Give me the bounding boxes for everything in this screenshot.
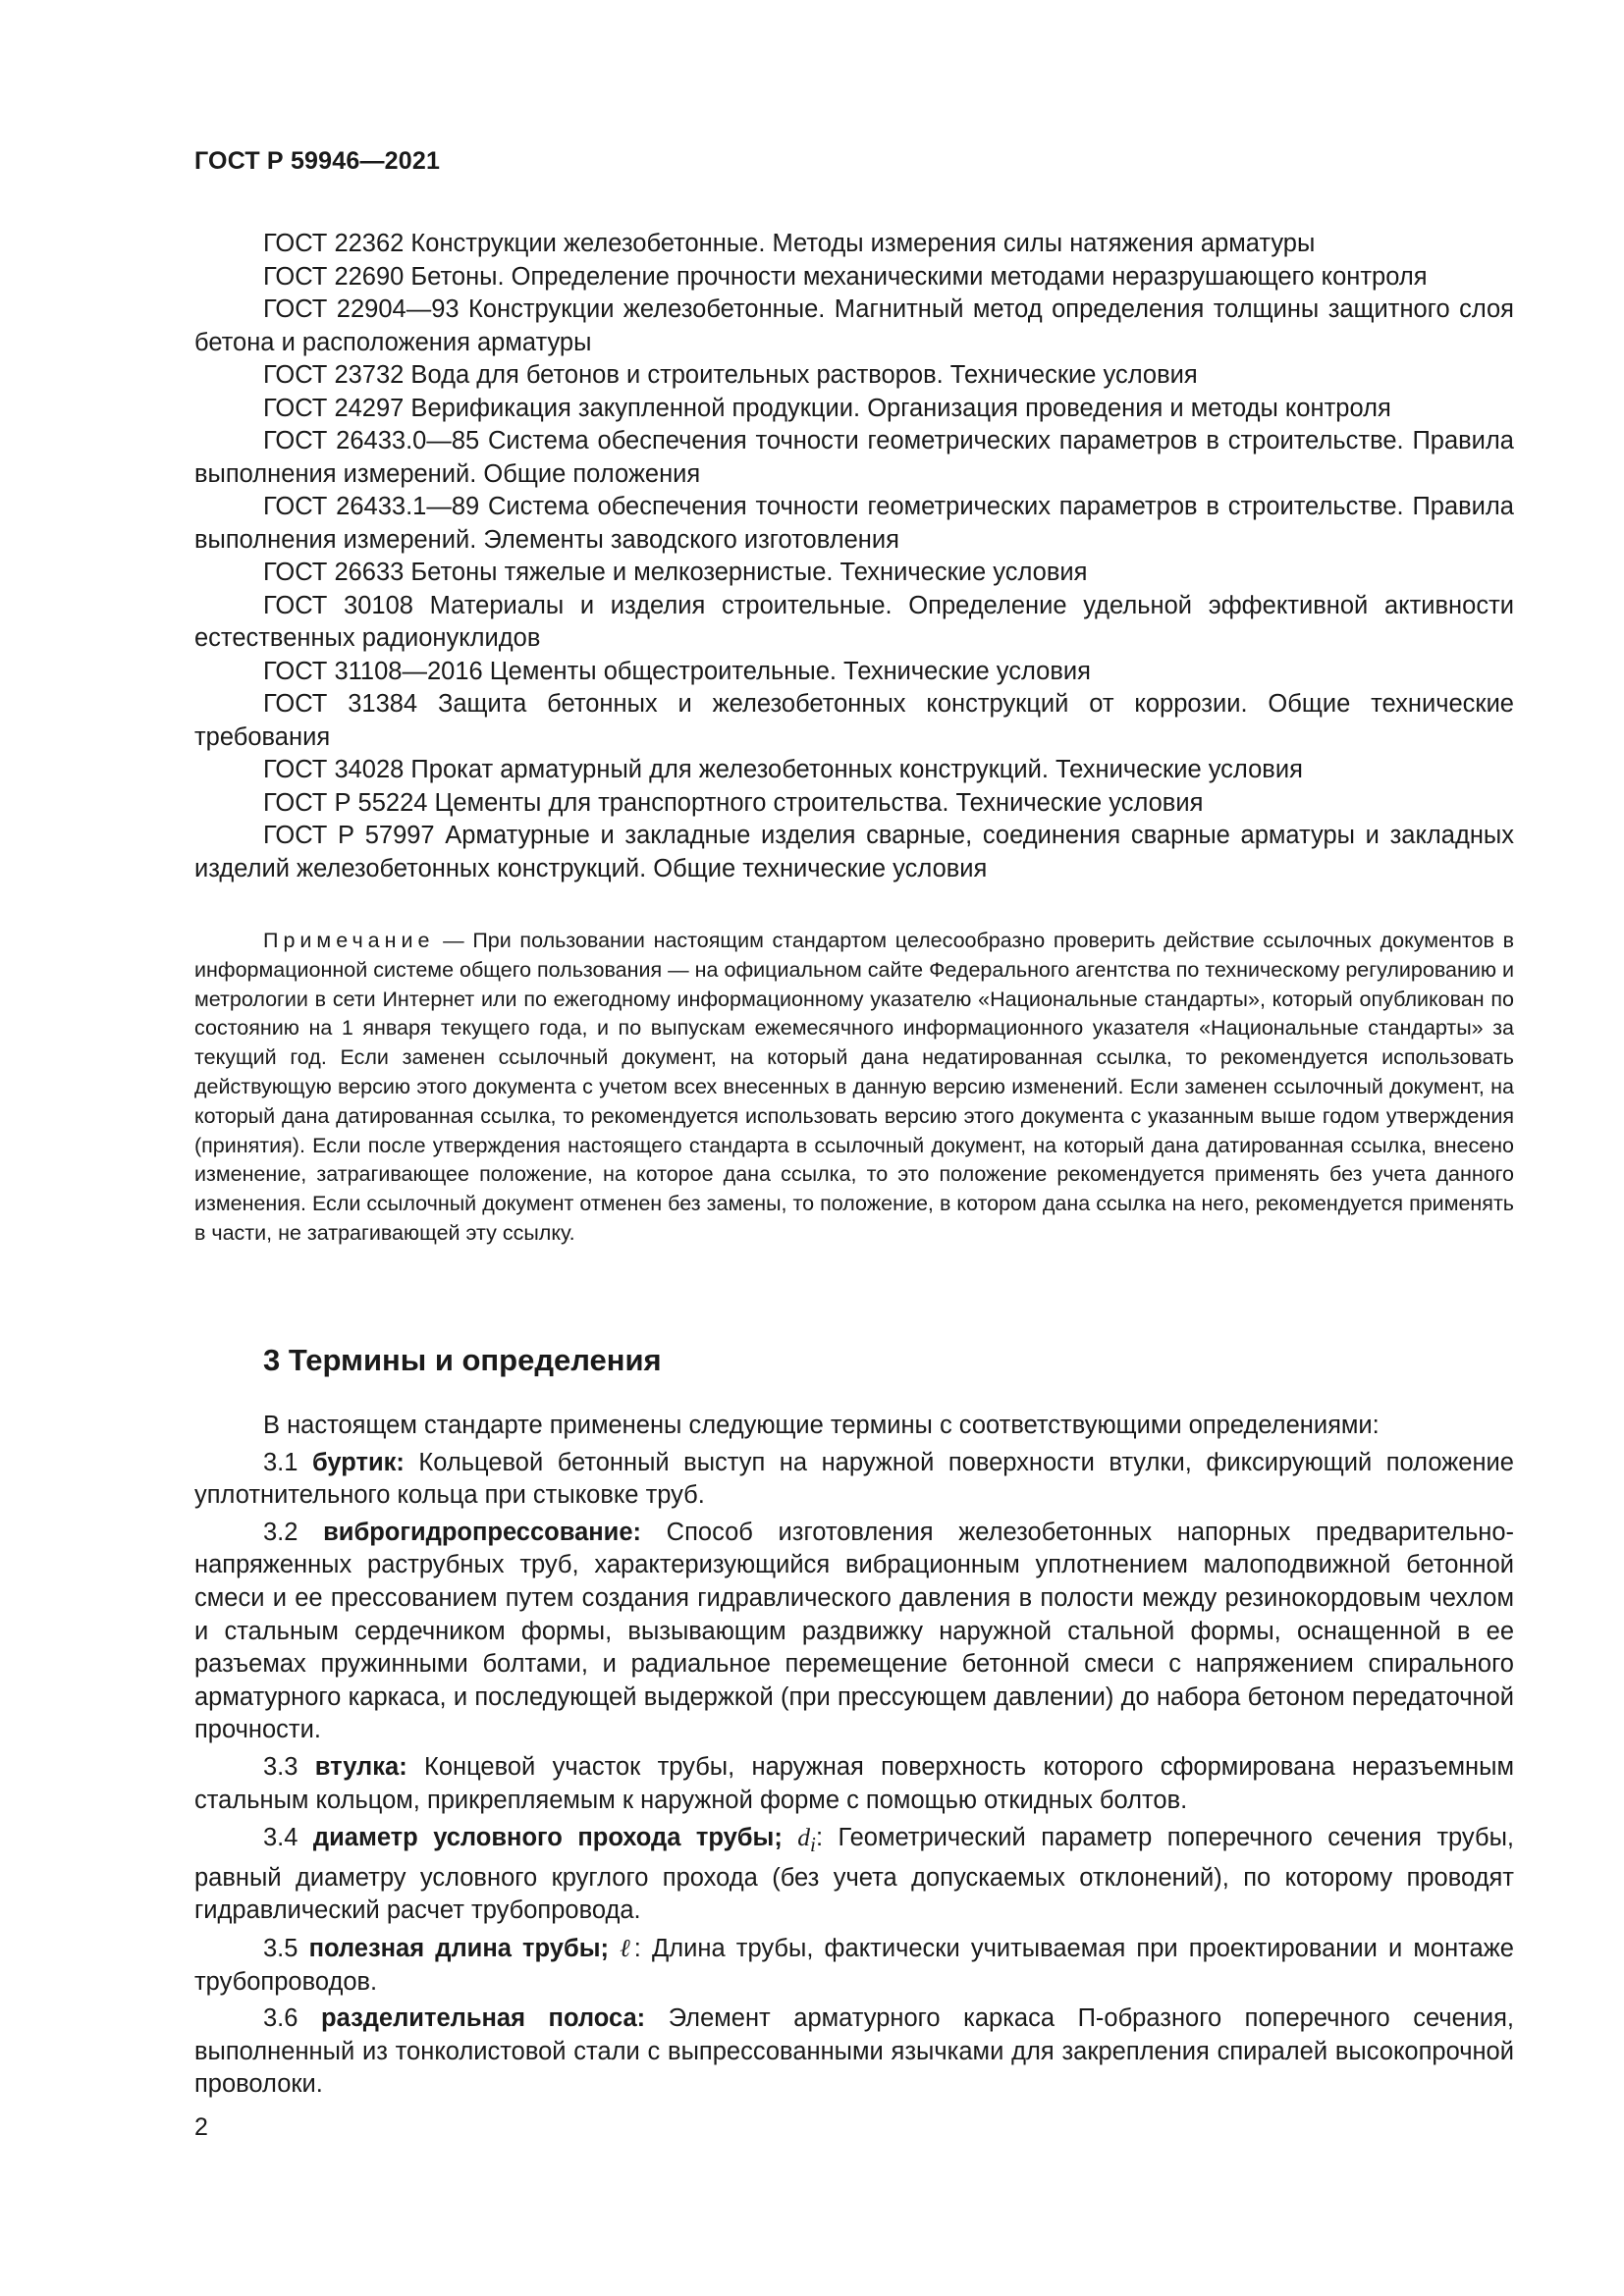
term-name: полезная длина трубы;: [308, 1935, 609, 1962]
reference-item: ГОСТ 31108—2016 Цементы общестроительные. Технические условия: [263, 657, 1091, 685]
reference-item: ГОСТ 22362 Конструкции железобетонные. Методы измерения силы натяжения арматуры: [263, 230, 1316, 257]
reference-item: ГОСТ 26433.0—85 Система обеспечения точности геометрических параметров в строительстве. Правила выполнения измерений. Общие положения: [194, 427, 1514, 488]
term-symbol: ℓ: [620, 1934, 634, 1962]
note-text: — При пользовании настоящим стандартом целесообразно проверить действие ссылочных документов в информационной системе общего пользования — на официальном сайте Федерального агентства по техническому регулированию и метрологии в сети Интернет или по ежегодному информационному указателю «Национальные стандарты», который опубликован по состоянию на 1 января текущего года, и по выпускам ежемесячного информационного указателя «Национальные стандарты» за текущий год. Если заменен ссылочный документ, на который дана недатированная ссылка, то рекомендуется использовать действующую версию этого документа с учетом всех внесенных в данную версию изменений. Если заменен ссылочный документ, на который дана датированная ссылка, то рекомендуется использовать версию этого документа с указанным выше годом утверждения (принятия). Если после утверждения настоящего стандарта в ссылочный документ, на который дана датированная ссылка, внесено изменение, затрагивающее положение, на которое дана ссылка, то это положение рекомендуется применять без учета данного изменения. Если ссылочный документ отменен без замены, то положение, в котором дана ссылка на него, рекомендуется применять в части, не затрагивающей эту ссылку.: [194, 929, 1514, 1245]
term-number: 3.6: [263, 2004, 298, 2033]
term-item: 3.4 диаметр условного прохода трубы; $d_i$: Геометрический параметр поперечного сечения трубы, равный диаметру условного круглого прохода (без учета допускаемых отклонений), по которому проводят гидравлический расчет трубопровода.: [194, 1823, 1514, 1925]
term-item: [194, 1517, 1514, 1747]
page-number: 2: [194, 2113, 208, 2141]
reference-item: ГОСТ 31384 Защита бетонных и железобетонных конструкций от коррозии. Общие технические требования: [194, 690, 1514, 751]
reference-item: ГОСТ 24297 Верификация закупленной продукции. Организация проведения и методы контроля: [263, 394, 1391, 422]
term-definition: Кольцевой бетонный выступ на наружной поверхности втулки, фиксирующий положение уплотнительного кольца при стыковке труб.: [194, 1448, 1514, 1510]
reference-item: ГОСТ 23732 Вода для бетонов и строительных растворов. Технические условия: [263, 361, 1198, 389]
document-id-header: ГОСТ Р 59946—2021: [194, 147, 441, 175]
section-intro: В настоящем стандарте применены следующие термины с соответствующими определениями:: [263, 1412, 1380, 1439]
term-name: виброгидропрессование:: [323, 1518, 642, 1546]
term-definition: Концевой участок трубы, наружная поверхность которого сформирована неразъемным стальным кольцом, прикрепляемым к наружной форме с помощью откидных болтов.: [194, 1752, 1514, 1814]
term-name: разделительная полоса:: [321, 2004, 646, 2033]
term-item: [194, 1447, 1514, 1513]
reference-item: ГОСТ 34028 Прокат арматурный для железобетонных конструкций. Технические условия: [263, 756, 1303, 783]
term-number: 3.2: [263, 1518, 298, 1546]
term-number: 3.4: [263, 1824, 298, 1852]
term-item: 3.5 полезная длина трубы; ℓ: Длина трубы, фактически учитываемая при проектировании и монтаже трубопроводов.: [194, 1934, 1514, 1996]
term-symbol: d: [797, 1823, 811, 1852]
term-definition: Элемент арматурного каркаса П-образного поперечного сечения, выполненный из тонколистовой стали с выпрессованными язычками для закрепления спиралей высокопрочной проволоки.: [194, 2004, 1514, 2099]
term-definition: Геометрический параметр поперечного сечения трубы, равный диаметру условного круглого прохода (без учета допускаемых отклонений), по которому проводят гидравлический расчет трубопровода.: [194, 1824, 1514, 1925]
reference-item: ГОСТ 26633 Бетоны тяжелые и мелкозернистые. Технические условия: [263, 559, 1088, 586]
reference-item: ГОСТ 22690 Бетоны. Определение прочности механическими методами неразрушающего контроля: [263, 262, 1428, 291]
reference-item: ГОСТ Р 55224 Цементы для транспортного строительства. Технические условия: [263, 788, 1204, 817]
term-name: диаметр условного прохода трубы;: [312, 1824, 783, 1852]
term-name: втулка:: [314, 1752, 407, 1781]
terms-list: [194, 1410, 1514, 2106]
term-number: 3.3: [263, 1752, 298, 1781]
references-note: [194, 927, 1514, 1249]
term-definition: Длина трубы, фактически учитываемая при проектировании и монтаже трубопроводов.: [194, 1935, 1514, 1996]
reference-item: ГОСТ 26433.1—89 Система обеспечения точности геометрических параметров в строительстве. Правила выполнения измерений. Элементы заводского изготовления: [194, 493, 1514, 554]
term-item: [194, 2002, 1514, 2102]
reference-item: ГОСТ Р 57997 Арматурные и закладные изделия сварные, соединения сварные арматуры и закладных изделий железобетонных конструкций. Общие технические условия: [194, 822, 1514, 882]
reference-item: ГОСТ 22904—93 Конструкции железобетонные. Магнитный метод определения толщины защитного слоя бетона и расположения арматуры: [194, 295, 1514, 356]
term-definition: Способ изготовления железобетонных напорных предварительно-напряженных раструбных труб, характеризующийся вибрационным уплотнением малоподвижной бетонной смеси и ее прессованием путем создания гидравлического давления в полости между резинокордовым чехлом и стальным сердечником формы, вызывающим раздвижку наружной стальной формы, оснащенной в ее разъемах пружинными болтами, и радиальное перемещение бетонной смеси с напряжением спирального арматурного каркаса, и последующей выдержкой (при прессующем давлении) до набора бетоном передаточной прочности.: [194, 1518, 1515, 1744]
term-item: [194, 1751, 1514, 1817]
term-number: 3.5: [263, 1935, 298, 1962]
note-label: Примечание: [263, 929, 435, 952]
reference-item: ГОСТ 30108 Материалы и изделия строительные. Определение удельной эффективной активности естественных радионуклидов: [194, 591, 1514, 652]
term-symbol-subscript: i: [810, 1833, 816, 1857]
term-name: буртик:: [311, 1448, 405, 1476]
section-title: 3 Термины и определения: [263, 1343, 662, 1377]
normative-references-list: [194, 228, 1514, 885]
term-number: 3.1: [263, 1448, 298, 1476]
